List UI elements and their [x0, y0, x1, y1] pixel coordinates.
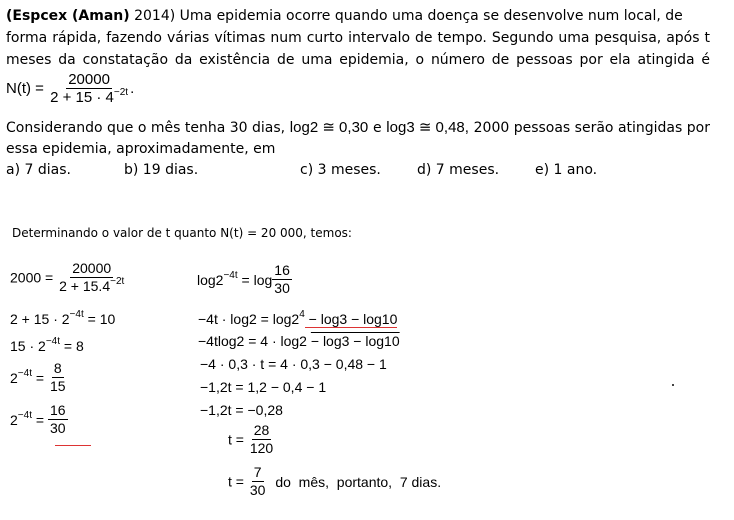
- left-line-4-base: 2: [10, 369, 18, 386]
- log3-value: log3 ≅ 0,48,: [386, 119, 469, 136]
- question-line-5-start: Considerando que o mês tenha 30 dias,: [6, 120, 286, 136]
- right-line-7-lhs: t =: [228, 431, 244, 448]
- formula-lhs: N(t) =: [6, 80, 44, 97]
- option-d: d) 7 meses.: [417, 162, 500, 178]
- solution-heading: Determinando o valor de t quanto N(t) = 20 000, temos:: [12, 226, 352, 240]
- left-line-4-den: 15: [49, 378, 66, 394]
- left-line-5: [10, 403, 68, 436]
- left-line-5-eq: =: [31, 411, 45, 428]
- formula-numerator: 20000: [68, 71, 110, 88]
- right-line-2: [198, 311, 397, 327]
- question-line-1: [6, 8, 683, 24]
- option-c: c) 3 meses.: [300, 162, 381, 178]
- left-line-1-fraction: [57, 261, 126, 294]
- right-line-7-fraction: [248, 423, 275, 456]
- left-line-1-lhs: 2000 =: [10, 269, 54, 286]
- right-line-8: [228, 465, 441, 498]
- right-line-7: [228, 423, 275, 456]
- left-line-3-b: = 8: [60, 338, 84, 354]
- right-line-7-den: 120: [249, 440, 274, 456]
- question-conj: e: [372, 120, 382, 136]
- question-line-3: meses da constatação da existência de uma epidemia, o número de pessoas por ela atingida é: [6, 52, 710, 68]
- question-line-2: forma rápida, fazendo várias vítimas num curto intervalo de tempo. Segundo uma pesquisa, após t: [6, 30, 710, 46]
- left-line-5-exp: −4t: [17, 409, 32, 421]
- right-line-8-num: 7: [253, 464, 262, 480]
- right-line-4: −4 · 0,3 · t = 4 · 0,3 − 0,48 − 1: [200, 356, 387, 372]
- left-line-3-exp: −4t: [45, 336, 60, 348]
- right-line-7-num: 28: [253, 422, 270, 438]
- formula-denominator-base: 2 + 15 · 4: [50, 89, 114, 106]
- left-line-4-num: 8: [53, 360, 62, 376]
- right-line-2-exp: 4: [299, 309, 305, 321]
- formula-denominator: [48, 89, 130, 105]
- question-line-6: essa epidemia, aproximadamente, em: [6, 141, 276, 157]
- right-line-3-a: −4tlog2 = 4 · log2: [198, 333, 311, 349]
- left-line-2-b: = 10: [83, 311, 116, 327]
- left-line-3: [10, 338, 84, 354]
- red-underline-left: [55, 445, 91, 446]
- left-line-5-base: 2: [10, 411, 18, 428]
- question-line-5: [6, 118, 710, 136]
- right-line-8-den: 30: [249, 482, 266, 498]
- right-line-3: [198, 333, 400, 349]
- left-line-1-den-base: 2 + 15.4: [59, 278, 111, 294]
- right-line-1-a: log2: [197, 271, 224, 288]
- right-line-1-fraction: [272, 263, 292, 296]
- formula-exponent: −2t: [113, 87, 129, 98]
- left-line-5-num: 16: [49, 402, 66, 418]
- right-line-2-b: − log3 − log10: [304, 311, 398, 327]
- option-a: a) 7 dias.: [6, 162, 71, 178]
- question-year: 2014): [129, 8, 176, 24]
- question-line-1-text: Uma epidemia ocorre quando uma doença se desenvolve num local, de: [175, 8, 683, 24]
- left-line-4: [10, 361, 68, 394]
- left-line-4-fraction: [48, 361, 68, 394]
- right-line-8-lhs: t =: [228, 473, 244, 490]
- option-e: e) 1 ano.: [535, 162, 598, 178]
- left-line-1-num: 20000: [72, 260, 112, 276]
- question-formula: [6, 72, 134, 105]
- right-line-5: −1,2t = 1,2 − 0,4 − 1: [200, 379, 327, 395]
- left-line-5-fraction: [48, 403, 68, 436]
- left-line-1-den: [57, 278, 126, 294]
- option-b: b) 19 dias.: [124, 162, 199, 178]
- stray-dot: [672, 384, 674, 386]
- log2-value: log2 ≅ 0,30: [289, 119, 369, 136]
- question-line-5-end: 2000 pessoas serão atingidas por: [473, 120, 710, 136]
- question-source: (Espcex (Aman): [6, 8, 130, 24]
- left-line-2: [10, 311, 115, 327]
- left-line-4-exp: −4t: [17, 367, 32, 379]
- right-line-1-num: 16: [274, 262, 290, 278]
- right-line-1-exp: −4t: [223, 269, 238, 281]
- left-line-3-a: 15 · 2: [10, 338, 46, 354]
- right-line-8-text: do mês, portanto, 7 dias.: [275, 473, 442, 490]
- right-line-6: −1,2t = −0,28: [200, 402, 283, 418]
- right-line-2-a: −4t · log2 = log2: [198, 311, 300, 327]
- right-line-8-fraction: [248, 465, 268, 498]
- left-line-1-exp: −2t: [110, 276, 125, 288]
- right-line-1-b: = log: [237, 271, 273, 288]
- left-line-2-a: 2 + 15 · 2: [10, 311, 70, 327]
- right-line-1: [197, 263, 292, 296]
- right-line-3-b: − log3 − log10: [310, 333, 400, 349]
- formula-fraction: [48, 72, 130, 105]
- left-line-1: [10, 261, 126, 294]
- formula-period: .: [130, 80, 135, 97]
- left-line-2-exp: −4t: [69, 309, 84, 321]
- left-line-5-den: 30: [49, 420, 66, 436]
- left-line-4-eq: =: [31, 369, 45, 386]
- right-line-1-den: 30: [274, 280, 290, 296]
